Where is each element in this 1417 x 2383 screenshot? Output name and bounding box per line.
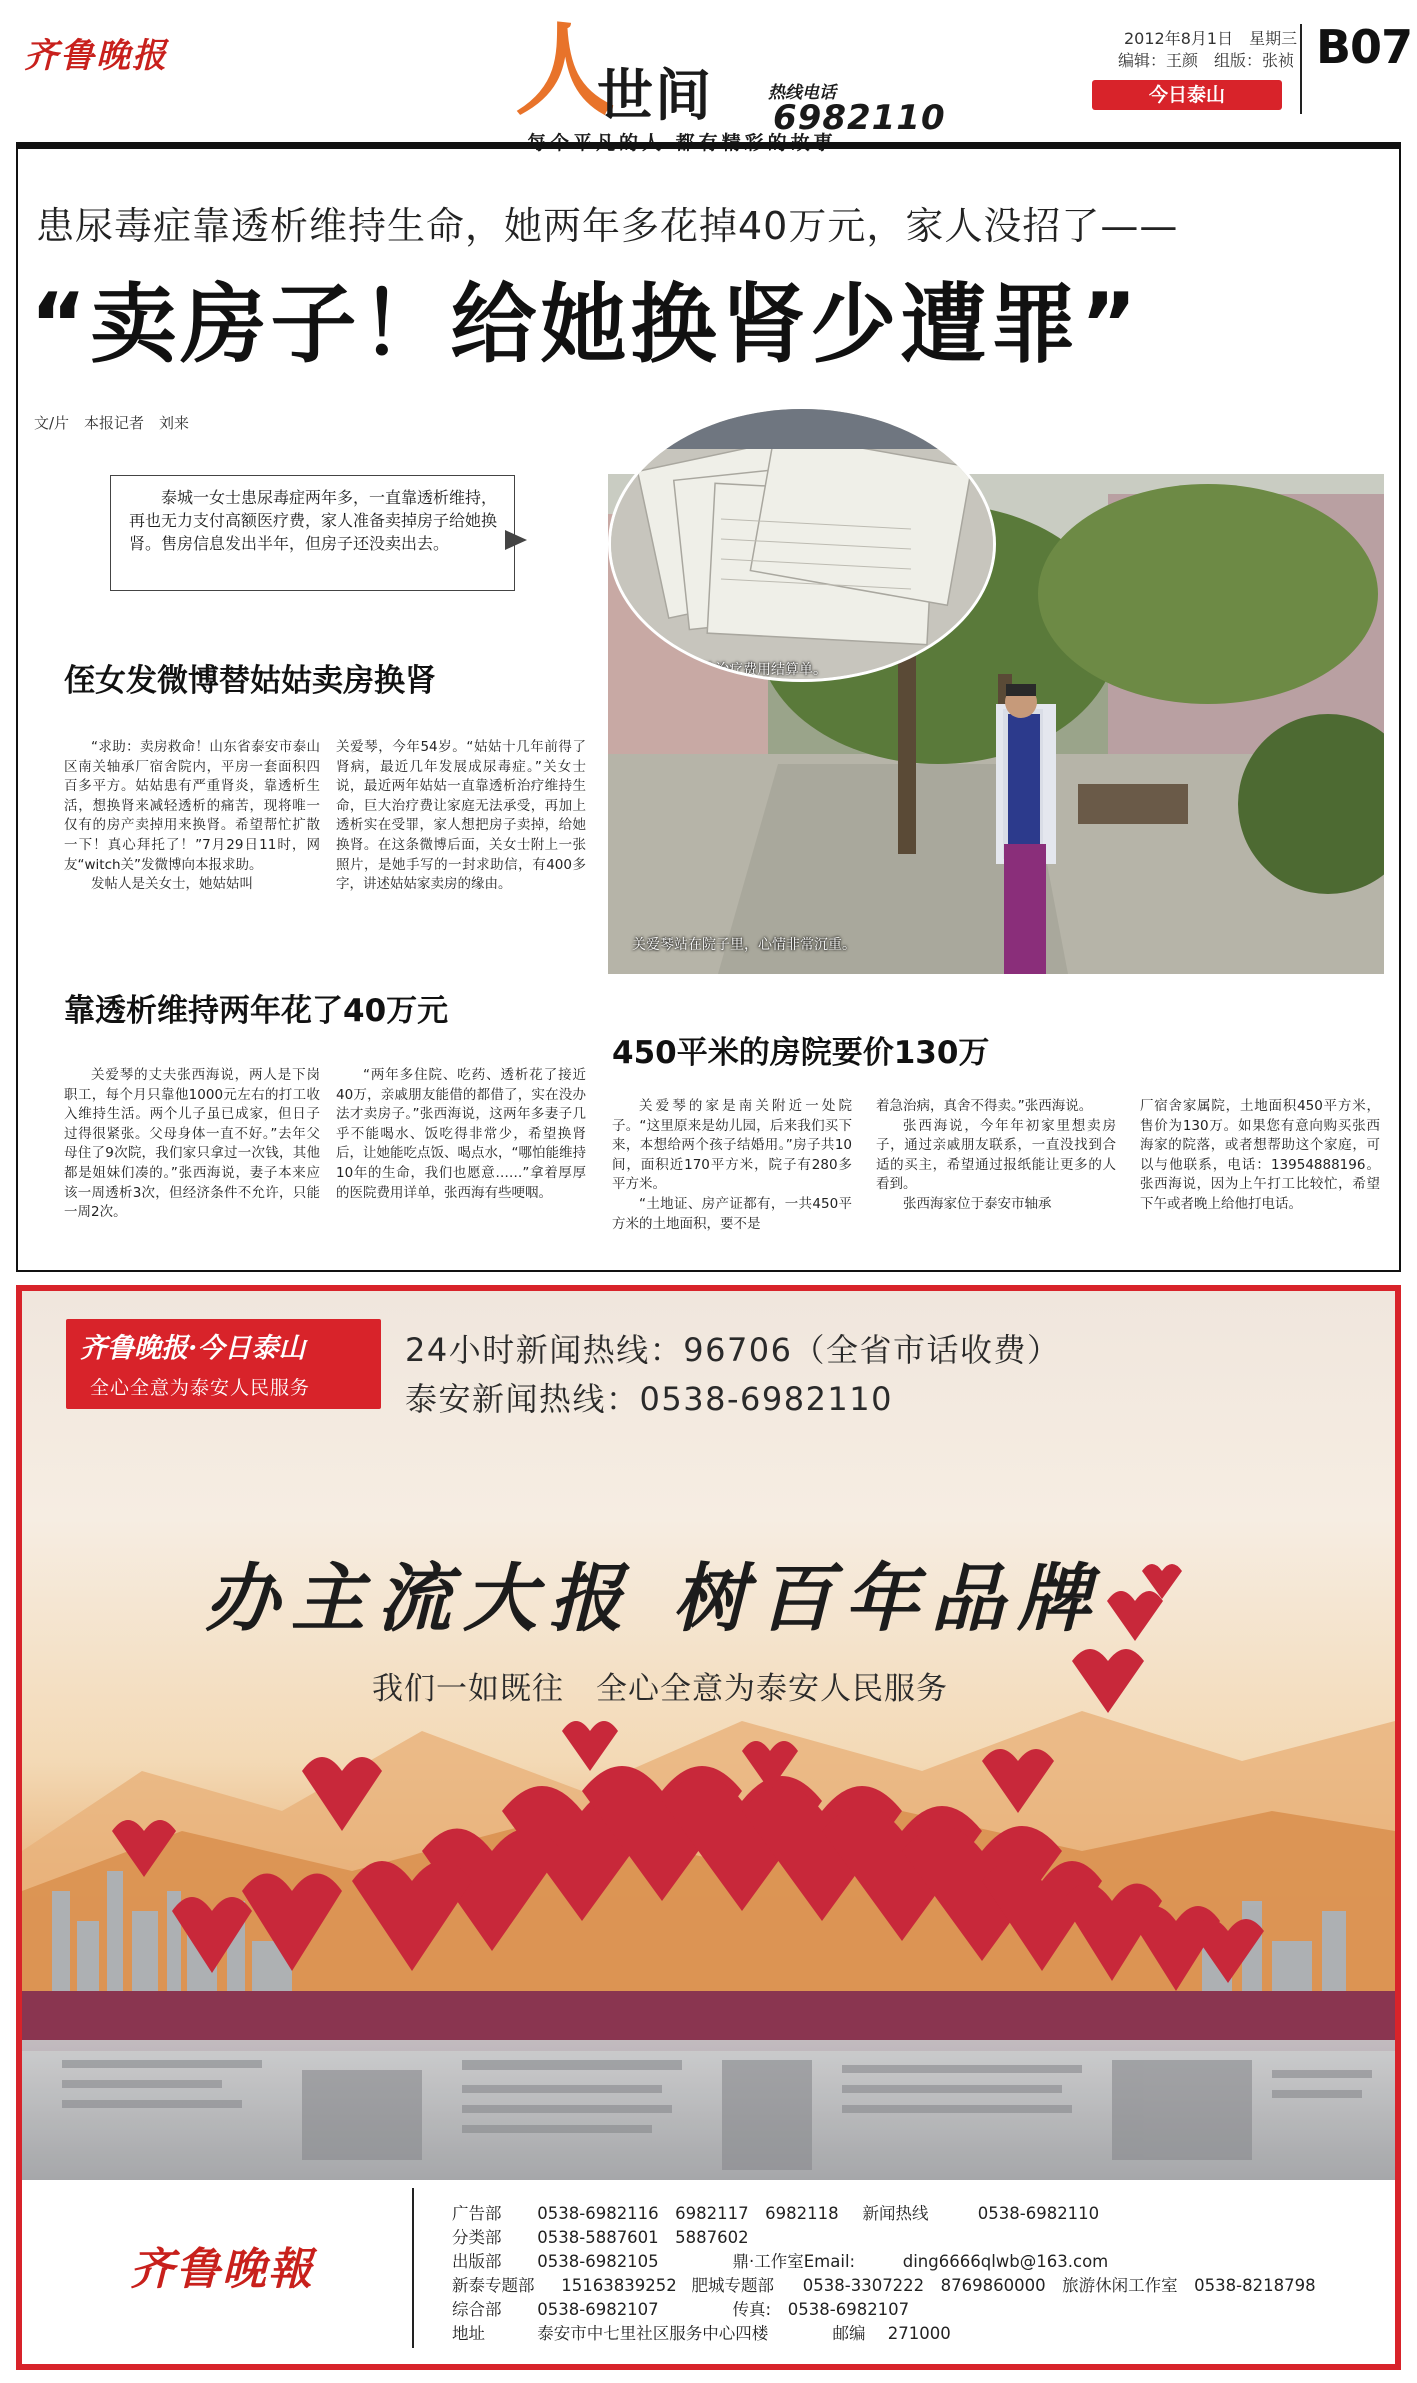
paragraph: 关爱琴的丈夫张西海说，两人是下岗职工，每个月只靠他1000元左右的打工收入维持生活。两个儿子虽已成家，但日子过得很紧张。父母身体一直不好。”去年父母住了9次院，我们家只拿过一次钱，其他都是姐妹们凑的。”张西海说，妻子本来应该一周透析3次，但经济条件不允许，只能一周2次。	[64, 1067, 320, 1221]
newspaper-collage	[22, 2040, 1395, 2185]
contact-value: 泰安市中七里社区服务中心四楼	[537, 2324, 769, 2343]
contact-label: 地址	[452, 2324, 485, 2343]
contact-value: 0538-6982105	[537, 2252, 659, 2271]
ad-logo-subtitle: 全心全意为泰安人民服务	[90, 1377, 311, 1399]
section-3-col-1	[612, 1097, 852, 1234]
newspaper-logo: 齐鲁晚报	[24, 36, 168, 76]
paragraph: 张西海说，今年年初家里想卖房子，通过亲戚朋友联系，一直没找到合适的买主，希望通过报纸能让更多的人看到。	[876, 1117, 1116, 1193]
contact-row	[452, 2248, 1108, 2272]
photo-caption-inset: 厚厚的治疗费用结算单。	[673, 662, 827, 678]
section-2-col-1	[64, 1066, 320, 1223]
paragraph: 厂宿舍家属院，土地面积450平方米，售价为130万。如果您有意向购买张西海家的院落，或者想帮助这个家庭，可以与他联系，电话：13954888196。张西海说，因为上午打工比较忙，希望下午或者晚上给他打电话。	[1140, 1098, 1380, 1212]
section-3-col-2	[876, 1097, 1116, 1215]
photo-caption-main: 关爱琴站在院子里，心情非常沉重。	[632, 937, 856, 953]
ad-tagline: 我们一如既往 全心全意为泰安人民服务	[372, 1671, 948, 1707]
contact-label: 出版部	[452, 2252, 502, 2271]
contact-label: 广告部	[452, 2204, 502, 2223]
contact-row	[452, 2296, 909, 2320]
column-hotline-label: 热线电话	[768, 83, 836, 103]
article-byline: 文/片 本报记者 刘来	[34, 414, 190, 432]
contact-value: 0538-6982116 6982117 6982118	[537, 2204, 839, 2223]
section-2-col-2	[336, 1066, 586, 1203]
contact-label: 邮编	[832, 2324, 866, 2343]
editors-credit: 编辑：王颜 组版：张祯	[1118, 51, 1295, 70]
column-hotline-number: 6982110	[773, 98, 946, 138]
paragraph: 关爱琴，今年54岁。“姑姑十几年前得了肾病，最近几年发展成尿毒症。”关女士说，最近两年姑姑一直靠透析治疗维持生命，巨大治疗费让家庭无法承受，再加上透析实在受罪，家人想把房子卖掉，给她换肾。在这条微博后面，关女士附上一张照片，是她手写的一封求助信，有400多字，讲述姑姑家卖房的缘由。	[336, 739, 586, 893]
article-headline: “卖房子！给她换肾少遭罪”	[30, 275, 1142, 375]
receipts-photo	[611, 409, 996, 682]
contact-value: 0538-5887601 5887602	[537, 2228, 749, 2247]
article-kicker: 患尿毒症靠透析维持生命，她两年多花掉40万元，家人没招了——	[36, 204, 1179, 248]
column-logo	[515, 11, 946, 155]
contact-label: 分类部	[452, 2228, 502, 2247]
section-2-subhead: 靠透析维持两年花了40万元	[64, 993, 449, 1029]
summary-pointer	[505, 530, 527, 550]
contact-row	[452, 2272, 1316, 2296]
paragraph: 张西海家位于泰安市轴承	[903, 1195, 1052, 1212]
contact-value: 0538-6982107	[537, 2300, 659, 2319]
paragraph: 着急治病，真舍不得卖。”张西海说。	[876, 1098, 1093, 1114]
issue-date: 2012年8月1日 星期三	[1124, 29, 1298, 48]
contact-value: 271000	[887, 2324, 951, 2343]
ad-paper-logo: 齐鲁晚報	[130, 2244, 314, 2295]
contact-label: 综合部	[452, 2300, 502, 2319]
contact-value: 0538-6982107	[787, 2300, 910, 2319]
contact-value: 0538-3307222 8769860000 旅游休闲工作室 0538-8218798	[802, 2276, 1316, 2295]
column-logo-char: 人	[515, 11, 615, 129]
paragraph: 发帖人是关女士，她姑姑叫	[91, 876, 253, 893]
ad-hotline-taian: 泰安新闻热线：0538-6982110	[405, 1380, 894, 1418]
section-1-col-1	[64, 738, 320, 895]
section-tag: 今日泰山	[1092, 80, 1282, 110]
column-name: 世间	[597, 64, 713, 129]
paragraph: 关爱琴的家是南关附近一处院子。“这里原来是幼儿园，后来我们买下来，本想给两个孩子结婚用。”房子共10间，面积近170平方米，院子有280多平方米。	[612, 1098, 852, 1193]
contact-label: 肥城专题部	[691, 2276, 774, 2295]
contact-row	[452, 2320, 951, 2344]
contact-row	[452, 2224, 749, 2248]
section-1-subhead: 侄女发微博替姑姑卖房换肾	[64, 663, 436, 699]
collage-pattern	[22, 2040, 1395, 2185]
ad-logo-title: 齐鲁晚报·今日泰山	[80, 1333, 306, 1364]
page-number: B07	[1316, 20, 1413, 74]
contact-label: 新泰专题部	[452, 2276, 535, 2295]
paragraph: “求助：卖房救命！山东省泰安市泰山区南关轴承厂宿舍院内，平房一套面积四百多平方。姑姑患有严重肾炎，靠透析生活，想换肾来减轻透析的痛苦，现将唯一仅有的房产卖掉用来换肾。希望帮忙扩散一下！真心拜托了！”7月29日11时，网友“witch关”发微博向本报求助。	[64, 739, 320, 873]
contact-row	[452, 2200, 1099, 2224]
inset-photo	[608, 406, 996, 682]
section-1-col-2	[336, 738, 586, 895]
contact-label: 鼎·工作室Email:	[732, 2252, 856, 2271]
header-divider	[1300, 24, 1302, 114]
contact-label: 新闻热线	[862, 2204, 929, 2223]
section-3-col-3	[1140, 1097, 1380, 1215]
contact-value: 0538-6982110	[977, 2204, 1100, 2223]
contact-value: ding6666qlwb@163.com	[902, 2252, 1109, 2271]
contact-label: 传真:	[732, 2300, 772, 2319]
paragraph: “土地证、房产证都有，一共450平方米的土地面积，要不是	[612, 1195, 852, 1232]
ad-slogan: 办主流大报 树百年品牌	[205, 1556, 1103, 1642]
contacts-divider	[412, 2188, 414, 2348]
ad-hotline-24h: 24小时新闻热线：96706（全省市话收费）	[405, 1331, 1061, 1369]
contact-value: 15163839252	[561, 2276, 677, 2295]
article-summary: 泰城一女士患尿毒症两年多，一直靠透析维持，再也无力支付高额医疗费，家人准备卖掉房子给她换肾。售房信息发出半年，但房子还没卖出去。	[110, 475, 515, 591]
section-3-subhead: 450平米的房院要价130万	[612, 1035, 990, 1071]
paragraph: “两年多住院、吃药、透析花了接近40万，亲戚朋友能借的都借了，实在没办法才卖房子。”张西海说，这两年多妻子几乎不能喝水、饭吃得非常少，希望换肾后，让她能吃点饭、喝点水，“哪怕能维持10年的生命，我们也愿意……”拿着厚厚的医院费用详单，张西海有些哽咽。	[336, 1067, 586, 1201]
